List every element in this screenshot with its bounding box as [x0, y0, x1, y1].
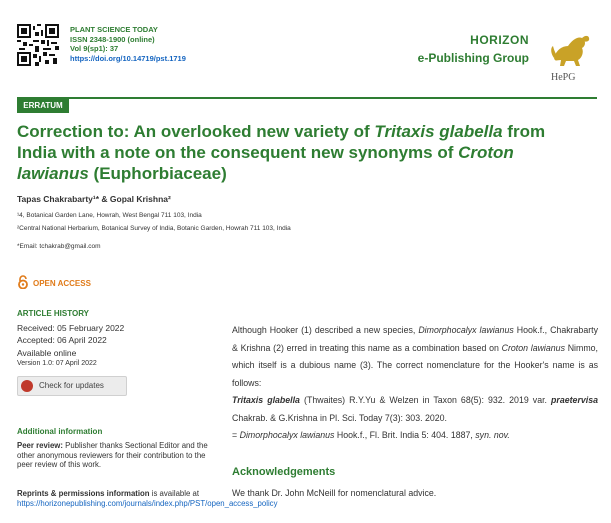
reprints-link[interactable]: https://horizonepublishing.com/journals/index.php/PST/open_access_policy [17, 498, 278, 508]
journal-info [70, 25, 186, 63]
title-part: (Euphorbiaceae) [88, 164, 227, 183]
journal-issn: ISSN 2348-1900 (online) [70, 34, 155, 44]
body-text-italic: syn. nov. [475, 430, 510, 440]
body-text: Hook.f., Chakrabarty & Krishna (2) erred in treating this name as a combination based on [232, 325, 598, 353]
publisher-logo-text: HePG [551, 72, 576, 83]
body-text-italic: Dimorphocalyx lawianus [418, 325, 514, 335]
reprints-note [17, 489, 278, 508]
check-updates-icon [21, 380, 33, 392]
publisher-line2: e-Publishing Group [417, 51, 529, 65]
version-date: Version 1.0: 07 April 2022 [17, 360, 97, 367]
publisher-line1: HORIZON [470, 33, 529, 47]
title-part-italic: Croton lawianus [17, 143, 514, 183]
title-part-italic: Tritaxis glabella [374, 122, 503, 141]
affiliation-2: ²Central National Herbarium, Botanical Survey of India, Botanic Garden, Howrah 711 103, India [17, 225, 291, 232]
body-text: Nimmo, which itself is a dubious name (3). The correct nomenclature for the Hooker's name is as follows: [232, 342, 598, 388]
journal-name: PLANT SCIENCE TODAY [70, 25, 158, 34]
title-part: Correction to: An overlooked new variety of [17, 122, 375, 141]
received-date: Received: 05 February 2022 [17, 323, 125, 333]
peer-review-text: Publisher thanks Sectional Editor and the other anonymous reviewers for their contribution to the peer review of this work. [17, 441, 208, 469]
body-text: Although Hooker (1) described a new species, [232, 325, 419, 335]
acknowledgements-text: We thank Dr. John McNeill for nomenclatural advice. [232, 488, 437, 498]
reprints-label: Reprints & permissions information [17, 489, 150, 498]
publisher-lion-logo [548, 28, 592, 70]
body-text-bold-italic: praetervisa [551, 395, 598, 405]
title-part: from India with a note on the consequent new synonyms of [17, 122, 546, 162]
body-text: Hook.f., Fl. Brit. India 5: 404. 1887, [334, 430, 476, 440]
reprints-text: is available at [149, 489, 199, 498]
peer-review-label: Peer review: [17, 441, 63, 450]
qr-code [17, 24, 59, 66]
body-paragraph-1 [232, 322, 598, 392]
body-text: (Thwaites) R.Y.Yu & Welzen in Taxon 68(5): 932. 2019 var. [299, 395, 552, 405]
doi-link[interactable]: https://doi.org/10.14719/pst.1719 [70, 53, 186, 63]
author-list: Tapas Chakrabarty¹* & Gopal Krishna² [17, 194, 171, 204]
available-online: Available online [17, 348, 77, 358]
open-access-lock-icon [17, 275, 29, 289]
body-text: Chakrab. & G.Krishna in Pl. Sci. Today 7(3): 303. 2020. [232, 412, 447, 423]
body-paragraph-2 [232, 392, 598, 427]
peer-review-note [17, 441, 212, 470]
journal-volume: Vol 9(sp1): 37 [70, 44, 119, 53]
article-title [17, 121, 587, 184]
open-access-label: OPEN ACCESS [33, 279, 91, 288]
body-text-italic: Dimorphocalyx lawianus [239, 430, 335, 440]
accepted-date: Accepted: 06 April 2022 [17, 335, 107, 345]
body-text-bold-italic: Tritaxis glabella [232, 395, 300, 405]
body-paragraph-3 [232, 427, 598, 445]
affiliation-1: ¹4, Botanical Garden Lane, Howrah, West Bengal 711 103, India [17, 212, 202, 219]
body-text-italic: Croton lawianus [501, 342, 565, 353]
body-text: = [232, 430, 240, 440]
corresponding-email[interactable]: *Email: tchakrab@gmail.com [17, 243, 101, 250]
additional-info-heading: Additional information [17, 427, 103, 436]
publisher-name [418, 33, 529, 65]
erratum-body [232, 322, 598, 445]
check-updates-label: Check for updates [39, 381, 104, 390]
header-rule [17, 97, 597, 99]
article-history-heading: ARTICLE HISTORY [17, 309, 90, 318]
acknowledgements-heading: Acknowledgements [232, 466, 336, 478]
article-type-badge: ERRATUM [17, 99, 69, 113]
check-for-updates-button[interactable] [17, 376, 127, 396]
